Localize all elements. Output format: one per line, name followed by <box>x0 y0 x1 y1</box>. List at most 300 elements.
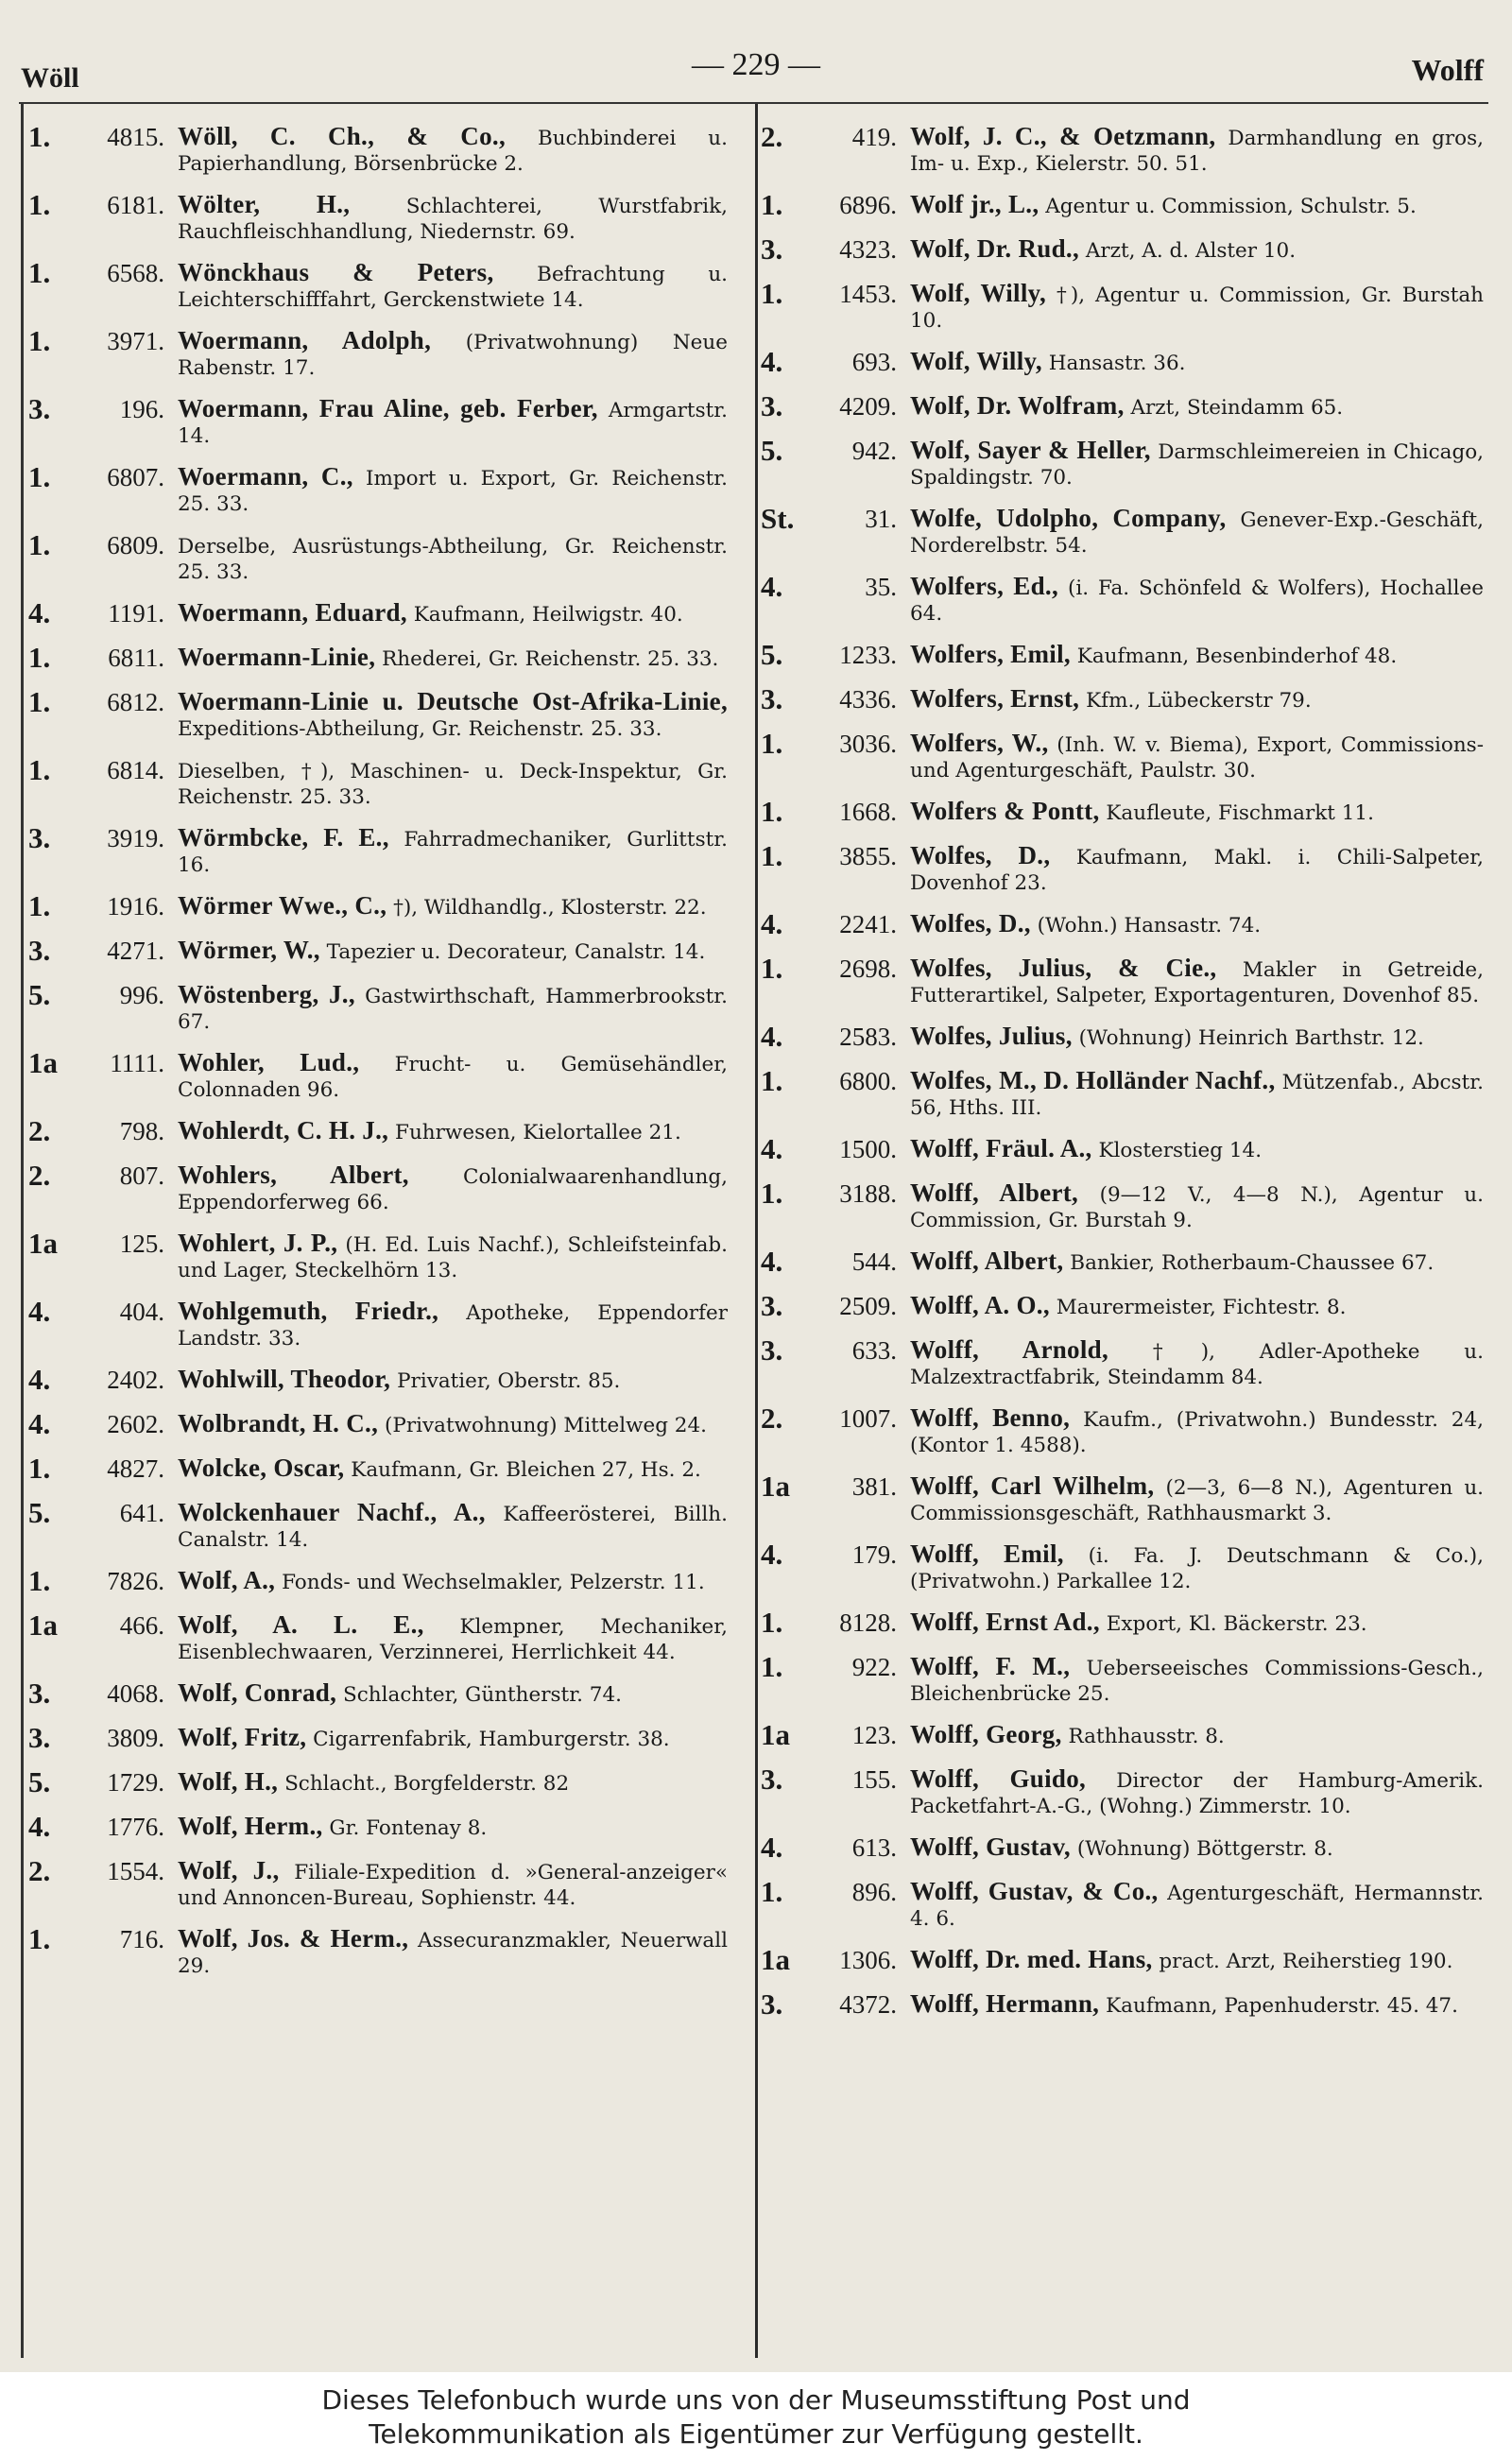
entry-text <box>178 979 728 1035</box>
subscriber-details: Rathhausstr. 8. <box>1068 1725 1225 1748</box>
subscriber-details: Schlachter, Güntherstr. 74. <box>343 1683 622 1707</box>
subscriber-details: Tapezier u. Decorateur, Canalstr. 14. <box>326 940 706 964</box>
entry-text <box>178 393 728 449</box>
exchange-code: 1. <box>28 1452 51 1485</box>
subscriber-details: †), Adler-Apotheke u. Malzextractfabrik, Steindamm 84. <box>910 1340 1484 1389</box>
exchange-code: St. <box>761 502 795 535</box>
subscriber-details: Dieselben, †), Maschinen- u. Deck-Inspektur, Gr. Reichenstr. 25. 33. <box>178 760 728 809</box>
entry-text <box>178 1677 728 1708</box>
phone-number: 1191. <box>108 599 164 628</box>
subscriber-details: Kaufleute, Fischmarkt 11. <box>1106 801 1374 825</box>
phone-number: 1554. <box>107 1857 164 1885</box>
phone-number: 4271. <box>107 937 164 965</box>
phone-number: 2583. <box>839 1023 897 1051</box>
exchange-code: 1. <box>761 839 783 872</box>
phone-number: 35. <box>865 573 897 601</box>
subscriber-details: Klosterstieg 14. <box>1098 1139 1263 1162</box>
directory-entry <box>761 571 1484 627</box>
exchange-code: 1. <box>28 460 51 493</box>
entry-text <box>910 1133 1484 1163</box>
phone-number: 613. <box>851 1833 897 1862</box>
directory-entry <box>28 979 728 1035</box>
subscriber-details: Derselbe, Ausrüstungs-Abtheilung, Gr. Reichenstr. 25. 33. <box>178 535 728 584</box>
subscriber-details: Befrachtung u. Leichterschifffahrt, Gerckenstwiete 14. <box>178 263 728 312</box>
subscriber-name: Wolcke, Oscar, <box>178 1454 345 1482</box>
directory-entry <box>28 189 728 245</box>
subscriber-name: Wolff, Ernst Ad., <box>910 1608 1100 1636</box>
directory-entry <box>28 642 728 674</box>
entry-text <box>910 1246 1484 1276</box>
subscriber-name: Wolf, J. C., & Oetzmann, <box>910 122 1216 150</box>
subscriber-name: Woermann-Linie u. Deutsche Ost-Afrika-Linie, <box>178 687 728 715</box>
directory-entry <box>28 1364 728 1396</box>
exchange-code: 1. <box>28 889 51 922</box>
subscriber-details: Klempner, Mechaniker, Eisenblechwaaren, Verzinnerei, Herrlichkeit 44. <box>178 1615 729 1664</box>
subscriber-details: Kaffeerösterei, Billh. Canalstr. 14. <box>178 1503 728 1552</box>
subscriber-details: (Wohnung) Heinrich Barthstr. 12. <box>1078 1026 1424 1050</box>
directory-entry <box>761 1246 1484 1278</box>
exchange-code: 2. <box>28 1114 51 1147</box>
subscriber-name: Wolff, Gustav, <box>910 1832 1071 1861</box>
entry-text <box>910 953 1484 1008</box>
phone-number: 6812. <box>107 688 164 716</box>
phone-number: 2402. <box>107 1366 164 1394</box>
entry-text <box>178 1609 728 1665</box>
subscriber-details: Assecuranzmakler, Neuerwall 29. <box>178 1929 728 1978</box>
exchange-code: 2. <box>761 1402 783 1435</box>
subscriber-name: Wolf, Dr. Wolfram, <box>910 391 1125 420</box>
entry-text <box>178 822 728 878</box>
phone-number: 381. <box>851 1472 897 1501</box>
exchange-code: 3. <box>761 389 783 422</box>
phone-number: 1233. <box>839 641 897 669</box>
exchange-code: 1. <box>28 324 51 357</box>
phone-number: 1916. <box>107 892 164 920</box>
subscriber-details: Arzt, A. d. Alster 10. <box>1085 239 1297 263</box>
exchange-code: 1a <box>28 1046 58 1079</box>
directory-entry <box>28 822 728 878</box>
subscriber-details: Armgartstr. 14. <box>178 399 728 448</box>
exchange-code: 1. <box>761 1064 783 1097</box>
phone-number: 6814. <box>107 756 164 784</box>
subscriber-details: Buchbinderei u. Papierhandlung, Börsenbrücke 2. <box>178 127 728 176</box>
exchange-code: 4. <box>761 1831 783 1864</box>
exchange-code: 3. <box>761 232 783 266</box>
phone-number: 155. <box>851 1765 897 1794</box>
phone-number: 6809. <box>107 531 164 559</box>
phone-number: 4827. <box>107 1454 164 1483</box>
subscriber-details: Darmhandlung en gros, Im- u. Exp., Kielerstr. 50. 51. <box>910 127 1484 176</box>
column-divider <box>755 104 758 2358</box>
phone-number: 6896. <box>839 191 897 219</box>
entry-text <box>178 1296 728 1351</box>
phone-number: 1668. <box>839 798 897 826</box>
directory-entry <box>28 1228 728 1283</box>
exchange-code: 1. <box>28 753 51 786</box>
exchange-code: 4. <box>761 907 783 940</box>
entry-text <box>178 1047 728 1103</box>
exchange-code: 5. <box>761 434 783 467</box>
directory-entry <box>761 908 1484 940</box>
directory-entry <box>761 1876 1484 1932</box>
subscriber-name: Wohlgemuth, Friedr., <box>178 1297 439 1325</box>
subscriber-details: (i. Fa. J. Deutschmann & Co.), (Privatwohn.) Parkallee 12. <box>910 1544 1484 1593</box>
subscriber-name: Wolff, Arnold, <box>910 1335 1109 1364</box>
subscriber-name: Wolff, Albert, <box>910 1178 1079 1207</box>
exchange-code: 1a <box>761 1943 790 1976</box>
subscriber-name: Wolff, Guido, <box>910 1764 1087 1793</box>
directory-entry <box>28 754 728 810</box>
exchange-code: 3. <box>761 1333 783 1367</box>
exchange-code: 4. <box>28 1363 51 1396</box>
exchange-code: 1. <box>28 1922 51 1955</box>
entry-text <box>178 1364 728 1394</box>
entry-text <box>910 1763 1484 1819</box>
subscriber-details: Ueberseeisches Commissions-Gesch., Bleichenbrücke 25. <box>910 1657 1484 1706</box>
exchange-code: 1a <box>28 1227 58 1260</box>
subscriber-name: Wörmbcke, F. E., <box>178 823 389 852</box>
subscriber-details: Export, Kl. Bäckerstr. 23. <box>1106 1612 1367 1636</box>
entry-text <box>910 908 1484 938</box>
entry-text <box>178 686 728 742</box>
subscriber-name: Wohler, Lud., <box>178 1048 360 1076</box>
subscriber-details: Gastwirthschaft, Hammerbrookstr. 67. <box>178 985 728 1034</box>
phone-number: 633. <box>851 1336 897 1365</box>
subscriber-name: Wolff, Dr. med. Hans, <box>910 1945 1153 1973</box>
entry-text <box>178 1722 728 1752</box>
directory-entry <box>28 257 728 313</box>
exchange-code: 1. <box>761 1177 783 1210</box>
directory-entry <box>28 686 728 742</box>
subscriber-details: Frucht- u. Gemüsehändler, Colonnaden 96. <box>178 1053 729 1102</box>
directory-entry <box>761 1988 1484 2021</box>
subscriber-name: Woermann, C., <box>178 462 353 490</box>
exchange-code: 3. <box>28 1721 51 1754</box>
directory-entry <box>28 1923 728 1979</box>
entry-text <box>910 728 1484 783</box>
subscriber-details: (9—12 V., 4—8 N.), Agentur u. Commission, Gr. Burstah 9. <box>910 1183 1484 1232</box>
directory-entry <box>761 390 1484 422</box>
directory-entry <box>761 1471 1484 1526</box>
exchange-code: 1a <box>761 1718 790 1751</box>
entry-text <box>910 1178 1484 1233</box>
subscriber-name: Wolfers & Pontt, <box>910 797 1100 825</box>
directory-entry <box>28 1565 728 1597</box>
phone-number: 6807. <box>107 463 164 491</box>
exchange-code: 4. <box>761 1245 783 1278</box>
exchange-code: 1a <box>28 1608 58 1642</box>
subscriber-name: Wolfers, Ernst, <box>910 684 1080 713</box>
subscriber-name: Wolckenhauer Nachf., A., <box>178 1498 486 1526</box>
subscriber-name: Wörmer, W., <box>178 936 320 964</box>
subscriber-details: Fahrradmechaniker, Gurlittstr. 16. <box>178 828 728 877</box>
exchange-code: 5. <box>28 1496 51 1529</box>
entry-text <box>910 1334 1484 1390</box>
phone-number: 196. <box>119 395 164 423</box>
entry-text <box>178 1766 728 1797</box>
exchange-code: 2. <box>761 120 783 153</box>
directory-entry <box>761 1607 1484 1639</box>
phone-number: 179. <box>851 1540 897 1569</box>
phone-number: 123. <box>851 1721 897 1749</box>
exchange-code: 2. <box>28 1159 51 1192</box>
phone-number: 1306. <box>839 1946 897 1974</box>
entry-text <box>178 642 728 672</box>
directory-entry <box>28 1677 728 1710</box>
exchange-code: 1. <box>761 727 783 760</box>
exchange-code: 5. <box>28 978 51 1011</box>
subscriber-name: Wolf jr., L., <box>910 190 1040 218</box>
subscriber-details: Schlacht., Borgfelderstr. 82 <box>284 1772 570 1796</box>
entry-text <box>178 1923 728 1979</box>
subscriber-details: Kaufmann, Papenhuderstr. 45. 47. <box>1106 1994 1458 2018</box>
phone-number: 1729. <box>107 1768 164 1797</box>
subscriber-name: Wolff, A. O., <box>910 1291 1050 1319</box>
header-rule <box>19 102 1488 104</box>
phone-number: 3919. <box>107 824 164 852</box>
subscriber-name: Wolff, Fräul. A., <box>910 1134 1092 1162</box>
directory-entry <box>28 1811 728 1843</box>
entry-text <box>910 503 1484 559</box>
subscriber-name: Wolf, Dr. Rud., <box>910 234 1080 263</box>
directory-entry <box>761 1944 1484 1976</box>
subscriber-details: Agenturgeschäft, Hermannstr. 4. 6. <box>910 1882 1484 1931</box>
phone-number: 1776. <box>107 1813 164 1841</box>
subscriber-details: (Wohn.) Hansastr. 74. <box>1037 914 1262 938</box>
subscriber-details: Kfm., Lübeckerstr 79. <box>1086 689 1312 713</box>
directory-entry <box>761 1021 1484 1053</box>
exchange-code: 1a <box>761 1470 790 1503</box>
subscriber-name: Wolfes, Julius, & Cie., <box>910 954 1217 982</box>
subscriber-details: Fonds- und Wechselmakler, Pelzerstr. 11. <box>282 1571 705 1594</box>
phone-number: 3809. <box>107 1724 164 1752</box>
exchange-code: 1. <box>28 685 51 718</box>
directory-entry <box>761 953 1484 1008</box>
subscriber-name: Wölter, H., <box>178 190 351 218</box>
directory-entry <box>28 1047 728 1103</box>
phone-number: 798. <box>119 1117 164 1145</box>
phone-number: 4815. <box>107 123 164 151</box>
phone-number: 716. <box>119 1925 164 1953</box>
phone-number: 466. <box>119 1611 164 1640</box>
exchange-code: 3. <box>761 1763 783 1796</box>
directory-entry <box>28 529 728 585</box>
exchange-code: 1. <box>761 1606 783 1639</box>
phone-number: 6811. <box>108 644 164 672</box>
subscriber-name: Woermann, Eduard, <box>178 598 407 627</box>
directory-entry <box>761 1651 1484 1707</box>
entry-text <box>178 754 728 810</box>
entry-text <box>910 278 1484 334</box>
entry-text <box>910 1471 1484 1526</box>
subscriber-name: Wolf, Fritz, <box>178 1723 307 1751</box>
subscriber-details: pract. Arzt, Reiherstieg 190. <box>1159 1950 1453 1973</box>
subscriber-details: (2—3, 6—8 N.), Agenturen u. Commissionsgeschäft, Rathhausmarkt 3. <box>910 1476 1485 1525</box>
subscriber-name: Wolfes, D., <box>910 909 1031 938</box>
exchange-code: 3. <box>761 1987 783 2021</box>
directory-entry <box>28 890 728 922</box>
subscriber-name: Wolf, Willy, <box>910 279 1047 307</box>
entry-text <box>910 796 1484 826</box>
phone-number: 3971. <box>107 327 164 355</box>
directory-entry <box>761 503 1484 559</box>
directory-entry <box>761 233 1484 266</box>
phone-number: 4068. <box>107 1679 164 1708</box>
entry-text <box>178 935 728 965</box>
subscriber-name: Wolfers, W., <box>910 729 1049 757</box>
subscriber-details: Gr. Fontenay 8. <box>329 1816 488 1840</box>
entry-text <box>910 346 1484 376</box>
exchange-code: 5. <box>28 1765 51 1798</box>
directory-entry <box>28 461 728 517</box>
directory-entry <box>28 121 728 177</box>
subscriber-name: Wolf, Jos. & Herm., <box>178 1924 409 1953</box>
subscriber-details: Kaufmann, Besenbinderhof 48. <box>1076 645 1398 668</box>
exchange-code: 3. <box>28 821 51 854</box>
directory-entry <box>761 1133 1484 1165</box>
subscriber-name: Wolfes, D., <box>910 841 1051 869</box>
entry-text <box>178 257 728 313</box>
directory-entry <box>761 1290 1484 1322</box>
entry-text <box>178 597 728 628</box>
subscriber-details: Kaufmann, Makl. i. Chili-Salpeter, Dovenhof 23. <box>910 846 1484 895</box>
subscriber-name: Wolff, Carl Wilhelm, <box>910 1471 1155 1500</box>
entry-text <box>910 1944 1484 1974</box>
phone-number: 4323. <box>839 235 897 264</box>
phone-number: 996. <box>119 981 164 1009</box>
subscriber-details: Filiale-Expedition d. »General-anzeiger« und Annoncen-Bureau, Sophienstr. 44. <box>178 1861 729 1910</box>
phone-number: 419. <box>851 123 897 151</box>
subscriber-details: Schlachterei, Wurstfabrik, Rauchfleischhandlung, Niedernstr. 69. <box>178 195 728 244</box>
subscriber-name: Wolff, F. M., <box>910 1652 1071 1680</box>
subscriber-name: Wolfes, M., D. Holländer Nachf., <box>910 1066 1276 1094</box>
directory-entry <box>761 639 1484 671</box>
subscriber-name: Wolff, Gustav, & Co., <box>910 1877 1159 1905</box>
phone-number: 544. <box>851 1247 897 1276</box>
subscriber-name: Wolf, H., <box>178 1767 279 1796</box>
phone-number: 2602. <box>107 1410 164 1438</box>
phone-number: 807. <box>119 1161 164 1190</box>
exchange-code: 4. <box>761 1020 783 1053</box>
subscriber-name: Wohlers, Albert, <box>178 1161 409 1189</box>
directory-entry <box>28 1855 728 1911</box>
directory-entry <box>761 683 1484 715</box>
directory-entry <box>28 1453 728 1485</box>
phone-number: 404. <box>119 1298 164 1326</box>
directory-entry <box>28 1160 728 1215</box>
exchange-code: 1. <box>761 188 783 221</box>
subscriber-name: Woermann, Adolph, <box>178 326 432 354</box>
subscriber-details: (Privatwohnung) Neue Rabenstr. 17. <box>178 331 728 380</box>
page-header <box>0 38 1512 95</box>
phone-number: 6181. <box>107 191 164 219</box>
subscriber-name: Wöstenberg, J., <box>178 980 355 1008</box>
exchange-code: 1. <box>761 795 783 828</box>
exchange-code: 4. <box>761 1538 783 1571</box>
exchange-code: 4. <box>761 345 783 378</box>
exchange-code: 1. <box>761 277 783 310</box>
footer-line-2: Telekommunikation als Eigentümer zur Verfügung gestellt. <box>369 2418 1143 2450</box>
entry-text <box>910 1402 1484 1458</box>
entry-text <box>910 1065 1484 1121</box>
entry-text <box>910 840 1484 896</box>
entry-text <box>910 571 1484 627</box>
directory-entry <box>28 325 728 381</box>
exchange-code: 1. <box>28 256 51 289</box>
directory-entry <box>28 1609 728 1665</box>
directory-entry <box>761 1334 1484 1390</box>
subscriber-name: Wolf, Herm., <box>178 1812 323 1840</box>
subscriber-name: Wolfes, Julius, <box>910 1022 1073 1050</box>
entry-text <box>910 121 1484 177</box>
subscriber-name: Wolfe, Udolpho, Company, <box>910 504 1227 532</box>
subscriber-details: Import u. Export, Gr. Reichenstr. 25. 33. <box>178 467 728 516</box>
subscriber-details: Mützenfab., Abcstr. 56, Hths. III. <box>910 1071 1484 1120</box>
directory-entry <box>761 278 1484 334</box>
exchange-code: 4. <box>28 596 51 629</box>
subscriber-details: (i. Fa. Schönfeld & Wolfers), Hochallee 64. <box>910 576 1484 626</box>
entry-text <box>910 435 1484 490</box>
entry-text <box>910 189 1484 219</box>
entry-text <box>178 325 728 381</box>
directory-entry <box>761 1178 1484 1233</box>
entry-text <box>910 390 1484 421</box>
entry-text <box>178 1497 728 1553</box>
subscriber-details: Hansastr. 36. <box>1048 352 1186 375</box>
entry-text <box>178 189 728 245</box>
entry-text <box>178 1855 728 1911</box>
directory-entry <box>761 796 1484 828</box>
subscriber-name: Wolff, Emil, <box>910 1540 1064 1568</box>
phone-number: 3188. <box>839 1179 897 1208</box>
subscriber-details: Colonialwaarenhandlung, Eppendorferweg 66. <box>178 1165 728 1214</box>
exchange-code: 1. <box>761 1875 783 1908</box>
exchange-code: 1. <box>28 188 51 221</box>
entry-text <box>178 1565 728 1595</box>
entry-text <box>178 1228 728 1283</box>
phone-number: 693. <box>851 348 897 376</box>
phone-number: 125. <box>119 1230 164 1258</box>
phone-number: 8128. <box>839 1608 897 1637</box>
directory-entry <box>28 1296 728 1351</box>
subscriber-name: Wolfers, Ed., <box>910 572 1059 600</box>
subscriber-details: Director der Hamburg-Amerik. Packetfahrt-A.-G., (Wohng.) Zimmerstr. 10. <box>910 1769 1484 1818</box>
subscriber-name: Wönckhaus & Peters, <box>178 258 494 286</box>
subscriber-details: Kaufmann, Gr. Bleichen 27, Hs. 2. <box>351 1458 701 1482</box>
exchange-code: 3. <box>761 1289 783 1322</box>
entry-text <box>178 529 728 585</box>
footer-line-1: Dieses Telefonbuch wurde uns von der Museumsstiftung Post und <box>321 2384 1191 2416</box>
subscriber-details: (H. Ed. Luis Nachf.), Schleifsteinfab. und Lager, Steckelhörn 13. <box>178 1233 728 1282</box>
phone-number: 6568. <box>107 259 164 287</box>
entry-text <box>178 1811 728 1841</box>
subscriber-details: Cigarrenfabrik, Hamburgerstr. 38. <box>313 1728 670 1751</box>
subscriber-details: Expeditions-Abtheilung, Gr. Reichenstr. 25. 33. <box>178 717 662 741</box>
entry-text <box>178 461 728 517</box>
right-column <box>761 121 1484 2033</box>
directory-entry <box>761 346 1484 378</box>
subscriber-name: Wohlerdt, C. H. J., <box>178 1116 389 1144</box>
subscriber-name: Wolf, A., <box>178 1566 276 1594</box>
subscriber-name: Wörmer Wwe., C., <box>178 891 387 920</box>
phone-number: 896. <box>851 1878 897 1906</box>
phone-number: 3036. <box>839 730 897 758</box>
entry-text <box>910 233 1484 264</box>
header-left-keyword: Wöll <box>21 62 79 94</box>
exchange-code: 3. <box>761 682 783 715</box>
directory-entry <box>761 840 1484 896</box>
subscriber-details: Arzt, Steindamm 65. <box>1130 396 1344 420</box>
